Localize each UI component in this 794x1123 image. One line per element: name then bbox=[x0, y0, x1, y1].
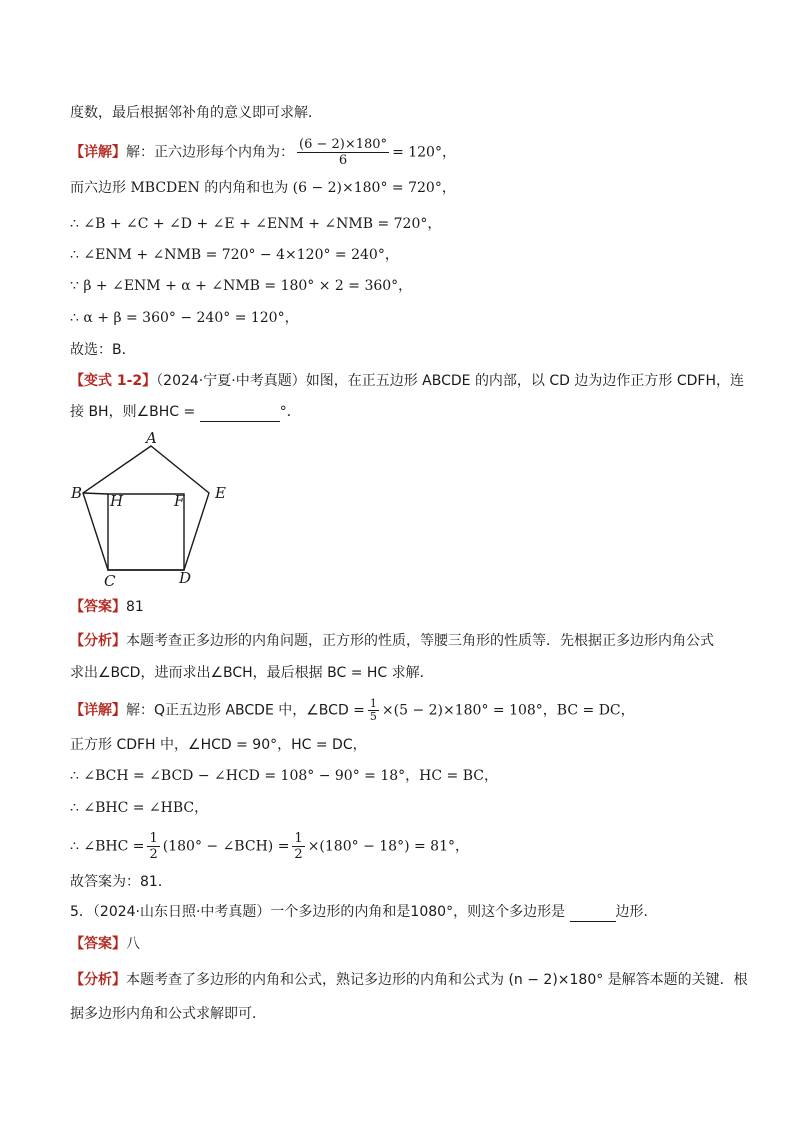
geometry-diagram bbox=[70, 428, 240, 588]
text: (180° − ∠BCH) = bbox=[162, 838, 290, 855]
problem-line bbox=[70, 902, 658, 922]
text: ∴ α + β = 360° − 240° = 120°， bbox=[70, 310, 299, 326]
fraction bbox=[297, 137, 389, 168]
label-d: D bbox=[179, 569, 192, 587]
analysis-line bbox=[70, 1004, 266, 1024]
answer-blank bbox=[570, 905, 616, 922]
answer-tag: 【答案】 bbox=[70, 936, 126, 952]
math-line bbox=[70, 308, 299, 328]
answer-line bbox=[70, 934, 140, 954]
math-text: ×(5 − 2)×180° = 108°，BC = DC， bbox=[381, 702, 635, 719]
label-a: A bbox=[146, 429, 157, 447]
text-line bbox=[70, 340, 136, 360]
fraction bbox=[147, 831, 159, 862]
text: 据多边形内角和公式求解即可． bbox=[70, 1006, 266, 1022]
math-line bbox=[70, 245, 399, 265]
text: ∴ ∠BCH = ∠BCD − ∠HCD = 108° − 90° = 18°，HC = BC， bbox=[70, 768, 498, 784]
fraction bbox=[368, 698, 379, 723]
text: ∴ ∠B + ∠C + ∠D + ∠E + ∠ENM + ∠NMB = 720°， bbox=[70, 216, 442, 232]
label-b: B bbox=[71, 484, 83, 502]
analysis-line bbox=[70, 970, 748, 990]
text: 求出∠BCD，进而求出∠BCH，最后根据 BC = HC 求解． bbox=[70, 665, 434, 681]
problem-line bbox=[70, 371, 744, 391]
math-line bbox=[70, 735, 367, 755]
math-line bbox=[70, 214, 441, 234]
text: ×(180° − 18°) = 81°， bbox=[307, 838, 469, 855]
text: 解：Q正五边形 ABCDE 中，∠BCD = bbox=[126, 702, 365, 719]
fraction-denominator: 2 bbox=[149, 847, 158, 862]
text: ∴ ∠ENM + ∠NMB = 720° − 4×120° = 240°， bbox=[70, 247, 399, 263]
pentagon bbox=[83, 446, 209, 570]
math-line bbox=[70, 766, 498, 786]
text: 5．（2024·山东日照·中考真题）一个多边形的内角和是1080°，则这个多边形是 bbox=[70, 904, 566, 920]
label-f: F bbox=[174, 492, 185, 510]
solution-detail-line bbox=[70, 698, 635, 723]
detail-tag: 【详解】 bbox=[70, 702, 126, 719]
answer-line bbox=[70, 597, 144, 617]
text: 本题考查正多边形的内角问题，正方形的性质，等腰三角形的性质等．先根据正多边形内角公式 bbox=[126, 633, 714, 649]
analysis-line bbox=[70, 663, 434, 683]
math-line bbox=[70, 798, 208, 818]
answer-tag: 【答案】 bbox=[70, 599, 126, 615]
math-line bbox=[70, 178, 456, 198]
analysis-tag: 【分析】 bbox=[70, 972, 126, 988]
fraction-numerator: (6 − 2)×180° bbox=[299, 137, 388, 152]
answer-blank bbox=[200, 405, 280, 422]
text: 故答案为：81． bbox=[70, 874, 172, 890]
detail-tag: 【详解】 bbox=[70, 144, 126, 161]
text: 而六边形 MBCDEN 的内角和也为 (6 − 2)×180° = 720°， bbox=[70, 180, 456, 196]
text: 故选：B． bbox=[70, 342, 136, 358]
label-c: C bbox=[104, 572, 116, 588]
text-line bbox=[70, 872, 172, 892]
answer-value: 八 bbox=[126, 936, 140, 952]
math-text: = 120°， bbox=[392, 144, 456, 161]
text: 正方形 CDFH 中，∠HCD = 90°，HC = DC， bbox=[70, 737, 367, 753]
text: °． bbox=[279, 404, 301, 420]
fraction-numerator: 1 bbox=[294, 831, 303, 846]
label-h: H bbox=[110, 492, 124, 510]
analysis-line bbox=[70, 631, 714, 651]
segment-bh bbox=[83, 493, 108, 494]
analysis-tag: 【分析】 bbox=[70, 633, 126, 649]
fraction-denominator: 5 bbox=[369, 710, 377, 723]
text: 接 BH，则∠BHC = bbox=[70, 404, 196, 420]
math-line bbox=[70, 831, 469, 862]
text: ∴ ∠BHC = bbox=[70, 838, 145, 855]
variant-tag: 【变式 1-2】 bbox=[70, 373, 157, 389]
fraction-numerator: 1 bbox=[369, 697, 377, 710]
fraction bbox=[292, 831, 304, 862]
problem-line bbox=[70, 402, 301, 422]
text: ∵ β + ∠ENM + α + ∠NMB = 180° × 2 = 360°， bbox=[70, 278, 413, 294]
text-line bbox=[70, 103, 322, 123]
answer-value: 81 bbox=[126, 599, 144, 615]
solution-detail-line bbox=[70, 137, 456, 168]
text: 解：正六边形每个内角为： bbox=[126, 144, 294, 161]
fraction-denominator: 2 bbox=[294, 847, 303, 862]
fraction-denominator: 6 bbox=[338, 153, 348, 168]
text: （2024·宁夏·中考真题）如图，在正五边形 ABCDE 的内部，以 CD 边为边作正方形 CDFH，连 bbox=[156, 373, 744, 389]
fraction-numerator: 1 bbox=[149, 831, 158, 846]
pentagon-square-figure bbox=[70, 428, 240, 592]
text: 边形． bbox=[615, 904, 658, 920]
label-e: E bbox=[215, 484, 226, 502]
text: ∴ ∠BHC = ∠HBC， bbox=[70, 800, 209, 816]
math-line bbox=[70, 276, 412, 296]
text: 本题考查了多边形的内角和公式，熟记多边形的内角和公式为 (n − 2)×180° 是解答本题的关键．根 bbox=[126, 972, 748, 988]
text: 度数，最后根据邻补角的意义即可求解． bbox=[70, 105, 322, 121]
